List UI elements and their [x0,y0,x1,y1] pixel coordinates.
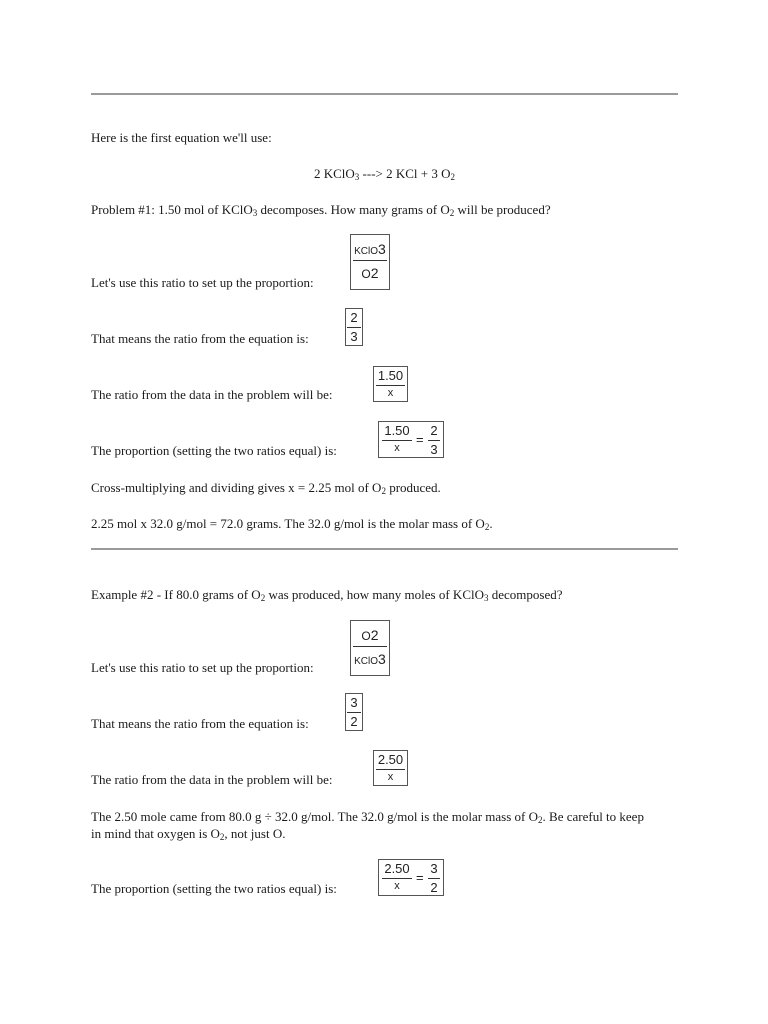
example2-data-ratio-box [373,750,408,786]
problem1-ratio-label: Let's use this ratio to set up the proportion: [91,275,314,290]
example2-proportion-label: The proportion (setting the two ratios equal) is: [91,881,337,896]
numerator: 2 [428,422,440,441]
fraction [382,422,412,456]
example2-eq-ratio-label: That means the ratio from the equation is: [91,716,309,731]
problem1-eq-ratio-box [345,308,363,346]
problem1-eq-ratio-label: That means the ratio from the equation is: [91,331,309,346]
problem1-ratio-fraction [351,238,389,285]
numerator: 3 [428,860,440,879]
denominator: 3 [350,329,358,344]
example2-note: The 2.50 mole came from 80.0 g ÷ 32.0 g/mol. The 32.0 g/mol is the molar mass of $O_2$. Be careful to keep in mind that oxygen is $O_2$, not just O. [91,809,644,842]
denominator: x [394,442,400,454]
numerator: 2.50 [382,860,412,879]
fraction [428,860,440,897]
numerator: 1.50 [376,367,405,386]
numerator: 2 [347,309,361,328]
problem1-question: Problem #1: 1.50 mol of KClO$_3$ decomposes. How many grams of $O_2$ will be produced? [91,202,551,218]
example2-ratio-fraction [351,624,389,671]
fraction [376,751,405,785]
fraction [347,309,361,346]
ratio-numerator: KClO3 [353,238,387,261]
problem1-ratio-box [350,234,390,290]
problem1-result: 2.25 mol x 32.0 g/mol = 72.0 grams. The 32.0 g/mol is the molar mass of $O_2$. [91,516,493,532]
fraction [376,367,405,401]
equals-sign: = [416,432,424,447]
denominator: 3 [430,442,438,457]
example2-eq-ratio-box [345,693,363,731]
middle-divider [91,548,678,550]
ratio-denominator: O2 [361,265,379,281]
numerator: 1.50 [382,422,412,441]
denominator: 2 [430,880,438,895]
denominator: x [394,880,400,892]
problem1-proportion-label: The proportion (setting the two ratios equal) is: [91,443,337,458]
top-divider [91,93,678,95]
example2-data-ratio-label: The ratio from the data in the problem will be: [91,772,333,787]
problem1-data-ratio-label: The ratio from the data in the problem will be: [91,387,333,402]
equals-sign: = [416,870,424,885]
intro-text: Here is the first equation we'll use: [91,130,272,145]
ratio-denominator: KClO3 [354,651,386,667]
denominator: x [387,771,394,783]
main-equation: 2 KClO$_3$ ---> 2 KCl + 3 $O_2$ [313,166,456,182]
denominator: 2 [350,714,358,729]
fraction [382,860,412,894]
numerator: 2.50 [376,751,405,770]
denominator: x [387,387,394,399]
fraction [347,694,361,731]
problem1-data-ratio-box [373,366,408,402]
example2-proportion-box [378,859,444,896]
example2-question: Example #2 - If 80.0 grams of $O_2$ was produced, how many moles of KClO$_3$ decomposed? [91,587,563,603]
ratio-numerator: O2 [353,624,387,647]
problem1-cross-multiply: Cross-multiplying and dividing gives x = 2.25 mol of $O_2$ produced. [91,480,441,496]
example2-ratio-label: Let's use this ratio to set up the proportion: [91,660,314,675]
numerator: 3 [347,694,361,713]
problem1-proportion-box [378,421,444,458]
fraction [428,422,440,459]
example2-ratio-box [350,620,390,676]
